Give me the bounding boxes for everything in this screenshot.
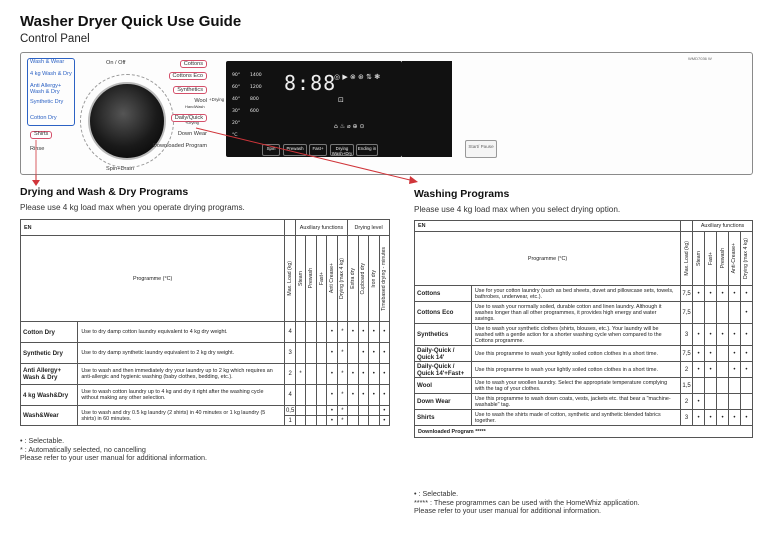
column-header	[348, 236, 358, 322]
programme-header: Programme (°C)	[21, 236, 285, 322]
table-cell: •	[379, 322, 390, 343]
table-cell	[295, 406, 305, 416]
table-cell	[717, 362, 729, 378]
table-row	[415, 346, 753, 362]
table-cell	[369, 406, 379, 416]
table-cell: 1	[285, 416, 296, 426]
table-cell	[705, 378, 717, 394]
column-header-text: Iron dry	[370, 269, 377, 288]
drying-note: Please use 4 kg load max when you operate drying programs.	[20, 203, 245, 212]
programme-name: Wash&Wear	[21, 406, 78, 426]
programme-description: Use for your cotton laundry (such as bed sheets, duvet and pillowcase sets, towels, bathrobes, underwear, etc.).	[471, 286, 680, 302]
option-button[interactable]: Prewash	[283, 144, 307, 156]
programme-name: Shirts	[415, 410, 472, 426]
programme-description: Use to dry damp synthetic laundry equivalent to 2 kg dry weight.	[78, 343, 285, 364]
table-cell: •	[717, 286, 729, 302]
table-cell: •	[717, 410, 729, 426]
table-cell: 4	[285, 322, 296, 343]
table-cell: •	[348, 385, 358, 406]
programme-label[interactable]: Rinse	[30, 146, 45, 152]
table-cell: *	[337, 322, 347, 343]
table-cell	[729, 394, 741, 410]
table-cell: •	[740, 286, 752, 302]
temperature-option: °C	[232, 133, 238, 138]
spin-speed-option: 1400	[250, 73, 262, 78]
table-cell: 2	[681, 362, 693, 378]
footnote-line: • : Selectable.	[414, 489, 459, 498]
table-cell: •	[327, 343, 337, 364]
spin-speed-option: 800	[250, 97, 259, 102]
washing-heading: Washing Programs	[414, 188, 510, 200]
table-lang: EN	[415, 221, 681, 232]
table-cell	[295, 322, 305, 343]
table-cell: •	[693, 286, 705, 302]
column-header-text: Steam	[695, 251, 702, 266]
table-cell: •	[327, 364, 337, 385]
temperature-option: 20°	[232, 121, 241, 126]
programme-name: Daily-Quick / Quick 14'+Fast+	[415, 362, 472, 378]
table-cell: *	[295, 364, 305, 385]
table-cell: *	[337, 416, 347, 426]
programme-label[interactable]: Shirts	[30, 131, 52, 139]
programme-label[interactable]: Cottons Eco	[169, 72, 207, 80]
table-cell: •	[729, 286, 741, 302]
table-cell: •	[327, 385, 337, 406]
table-cell	[316, 364, 326, 385]
table-row	[415, 378, 753, 394]
column-header-text: Anti-Crease+	[731, 243, 738, 274]
programme-name: Daily-Quick / Quick 14'	[415, 346, 472, 362]
table-cell	[306, 364, 316, 385]
table-cell	[717, 394, 729, 410]
table-cell: •	[717, 324, 729, 346]
programme-label[interactable]: 4 kg Wash & Dry	[30, 71, 72, 77]
table-cell: •	[369, 343, 379, 364]
footnote-line: Please refer to your user manual for additional information.	[414, 506, 601, 516]
programme-description: Use this programme to wash your lightly soiled cotton clothes in a short time.	[471, 346, 680, 362]
table-cell: •	[740, 362, 752, 378]
table-cell: 7,5	[681, 346, 693, 362]
column-header-text: Anti Crease+	[328, 263, 335, 294]
programme-description: Use to wash the shirts made of cotton, synthetic and synthetic blended fabrics together.	[471, 410, 680, 426]
programme-label[interactable]: Wool	[194, 98, 207, 104]
table-cell	[295, 385, 305, 406]
table-cell	[740, 394, 752, 410]
column-header-text: Timebased drying - minutes	[381, 246, 388, 311]
programme-name: Down Wear	[415, 394, 472, 410]
column-header-text: Prewash	[308, 268, 315, 289]
aux-header: Auxiliary functions	[295, 220, 347, 236]
table-cell	[348, 343, 358, 364]
table-cell: •	[358, 364, 368, 385]
column-header	[369, 236, 379, 322]
temperature-option: 30°	[232, 109, 241, 114]
temperature-option: 40°	[232, 97, 241, 102]
table-cell	[316, 322, 326, 343]
table-cell	[369, 416, 379, 426]
table-cell: *	[337, 364, 347, 385]
table-cell: 3	[681, 410, 693, 426]
programme-label[interactable]: Synthetic Dry	[30, 99, 64, 105]
programme-name: Synthetic Dry	[21, 343, 78, 364]
column-header-text: Drying (max 4 kg)	[743, 238, 750, 279]
table-cell: •	[369, 364, 379, 385]
table-row	[415, 362, 753, 378]
table-cell: •	[327, 416, 337, 426]
programme-description: Use to wash your woollen laundry. Select the appropriate temperature complying with the tag of your clothes.	[471, 378, 680, 394]
programme-label[interactable]: Cotton Dry	[30, 115, 57, 121]
table-cell	[295, 343, 305, 364]
table-lang: EN	[21, 220, 285, 236]
column-header	[729, 232, 741, 286]
column-header-text: Cupboard dry	[360, 262, 367, 295]
programme-label[interactable]: Daily/Quick	[171, 114, 207, 122]
programme-label[interactable]: Down Wear	[177, 131, 207, 137]
table-cell: •	[379, 406, 390, 416]
drying-heading: Drying and Wash & Dry Programs	[20, 186, 189, 198]
downloaded-program-row: Downloaded Program *****	[415, 426, 753, 438]
option-icons: ⌂ ♨ ⌀ ⊕ ⊙	[334, 123, 365, 130]
programme-header: Programme (°C)	[415, 232, 681, 286]
table-cell: •	[348, 322, 358, 343]
time-digits: 8:88	[284, 71, 337, 95]
table-cell	[705, 302, 717, 324]
table-cell: •	[379, 364, 390, 385]
programme-description: Use to wash cotton laundry up to 4 kg and dry it right after the washing cycle without making any other selection.	[78, 385, 285, 406]
option-button[interactable]: Spin	[262, 144, 280, 156]
table-cell: •	[358, 322, 368, 343]
table-cell: *	[337, 385, 347, 406]
programme-label[interactable]: Synthetics	[173, 86, 207, 94]
table-row	[21, 385, 390, 406]
drying-footnotes	[20, 437, 207, 463]
programme-name: Cotton Dry	[21, 322, 78, 343]
table-cell: •	[705, 346, 717, 362]
table-cell	[348, 406, 358, 416]
washing-table	[414, 220, 753, 438]
column-header-text: Steam	[297, 271, 304, 286]
table-cell: •	[693, 394, 705, 410]
table-cell: •	[740, 410, 752, 426]
footnote-line: Please refer to your user manual for additional information.	[20, 453, 207, 463]
table-cell: •	[705, 286, 717, 302]
table-cell: •	[379, 343, 390, 364]
table-cell	[316, 416, 326, 426]
table-cell: •	[358, 343, 368, 364]
table-cell: 7,5	[681, 302, 693, 324]
table-cell	[316, 406, 326, 416]
table-cell	[306, 343, 316, 364]
column-header	[717, 232, 729, 286]
programme-description: Use this programme to wash your lightly soiled cotton clothes in a short time.	[471, 362, 680, 378]
table-cell: 3	[285, 343, 296, 364]
column-header	[285, 236, 296, 322]
on-off-label: On / Off	[106, 60, 126, 66]
model-label: WMD7036 W	[688, 56, 712, 61]
programme-name: Cottons	[415, 286, 472, 302]
spin-speed-option: 1200	[250, 85, 262, 90]
programme-description: Use to wash and dry 0.5 kg laundry (2 shirts) in 40 minutes or 1 kg laundry (5 shirts) in 60 minutes.	[78, 406, 285, 426]
table-cell: •	[693, 410, 705, 426]
table-cell: •	[369, 385, 379, 406]
table-cell	[740, 378, 752, 394]
table-cell: •	[693, 362, 705, 378]
table-cell	[717, 346, 729, 362]
column-header	[740, 232, 752, 286]
table-cell	[306, 385, 316, 406]
table-cell: •	[740, 346, 752, 362]
table-cell: 3	[681, 324, 693, 346]
table-row	[21, 406, 390, 416]
column-header	[358, 236, 368, 322]
washing-note: Please use 4 kg load max when you select drying option.	[414, 205, 621, 214]
column-header-text: Extra dry	[349, 268, 356, 289]
column-header	[327, 236, 337, 322]
option-button[interactable]: Ending in	[356, 144, 378, 156]
table-row	[415, 410, 753, 426]
table-cell	[306, 416, 316, 426]
programme-description: Use to wash and then immediately dry your laundry up to 2 kg which requires an anti-allergic and hygienic washing (baby clothes, bedding, etc.).	[78, 364, 285, 385]
drying-table	[20, 219, 390, 426]
column-header	[379, 236, 390, 322]
table-cell	[717, 302, 729, 324]
start-pause-button[interactable]: Start/ Pause	[465, 140, 497, 158]
temperature-option: 90°	[232, 73, 241, 78]
drying-label: +Drying	[209, 97, 225, 102]
programme-label[interactable]: Downloaded Program	[152, 143, 207, 149]
programme-label[interactable]: Anti Allergy+ Wash & Dry	[30, 83, 62, 95]
table-cell: 7,5	[681, 286, 693, 302]
table-row	[21, 322, 390, 343]
table-cell: •	[369, 322, 379, 343]
column-header	[705, 232, 717, 286]
programme-description: Use to dry damp cotton laundry equivalent to 4 kg dry weight.	[78, 322, 285, 343]
column-header	[306, 236, 316, 322]
table-cell: •	[740, 302, 752, 324]
table-cell	[316, 343, 326, 364]
footnote-line: • : Selectable.	[20, 436, 65, 445]
page-subtitle: Control Panel	[20, 33, 90, 45]
table-row	[415, 302, 753, 324]
column-header	[693, 232, 705, 286]
table-cell: •	[705, 410, 717, 426]
column-header-text: Max. Load (kg)	[287, 261, 294, 296]
column-header-text: Prewash	[719, 248, 726, 269]
table-cell: 1,5	[681, 378, 693, 394]
programme-name: Cottons Eco	[415, 302, 472, 324]
table-cell: •	[327, 406, 337, 416]
column-header-text: Fast+	[707, 251, 714, 266]
daily-sub-label: +Drying	[185, 120, 199, 125]
table-cell: •	[379, 385, 390, 406]
table-cell	[295, 416, 305, 426]
table-cell	[729, 302, 741, 324]
table-cell	[348, 416, 358, 426]
table-cell: •	[740, 324, 752, 346]
programme-name: Wool	[415, 378, 472, 394]
column-header-text: Fast+	[318, 271, 325, 286]
programme-description: Use to wash your synthetic clothes (shirts, blouses, etc.). Your laundry will be washed with a gentle action for a shorter washing cycle when compared to the Cottons programme.	[471, 324, 680, 346]
programme-name: Synthetics	[415, 324, 472, 346]
programme-label[interactable]: Cottons	[180, 60, 207, 68]
page-title: Washer Dryer Quick Use Guide	[20, 13, 242, 30]
footnote-line: ***** : These programmes can be used with the HomeWhiz application.	[414, 497, 640, 507]
table-cell: •	[327, 322, 337, 343]
table-cell: •	[729, 362, 741, 378]
table-row	[415, 394, 753, 410]
status-icons: ◎ ▶ ⊗ ⊛ ⇅ ❃	[334, 73, 381, 81]
option-button[interactable]: Drying Wash+Dry	[331, 146, 353, 156]
table-cell: •	[348, 364, 358, 385]
table-cell	[693, 378, 705, 394]
wool-sub-label: HandWash	[185, 104, 205, 109]
table-cell: •	[693, 324, 705, 346]
table-row	[415, 324, 753, 346]
table-cell: •	[693, 346, 705, 362]
programme-name: 4 kg Wash&Dry	[21, 385, 78, 406]
table-cell: •	[729, 346, 741, 362]
table-cell	[306, 322, 316, 343]
drying-level-header: Drying level	[348, 220, 390, 236]
table-cell: *	[337, 406, 347, 416]
washing-footnotes	[414, 490, 640, 516]
column-header-text: Max. Load (kg)	[683, 241, 690, 276]
table-cell: 2	[285, 364, 296, 385]
spin-speed-option: 600	[250, 109, 259, 114]
column-header-text: Drying (max 4 kg)	[339, 258, 346, 299]
footnote-line: * : Automatically selected, no cancelling	[20, 444, 146, 454]
table-cell: •	[379, 416, 390, 426]
lock-icon: ⊡	[338, 96, 344, 104]
table-cell	[717, 378, 729, 394]
table-cell: •	[729, 410, 741, 426]
table-cell: •	[705, 362, 717, 378]
table-cell: *	[337, 343, 347, 364]
table-cell	[693, 302, 705, 324]
programme-description: Use this programme to wash down coats, vests, jackets etc. that bear a "machine-washable" tag.	[471, 394, 680, 410]
table-cell	[306, 406, 316, 416]
programme-description: Use to wash your normally soiled, durable cotton and linen laundry. Although it washes longer than all other programmes, it provides high energy and water savings.	[471, 302, 680, 324]
column-header	[681, 232, 693, 286]
table-row	[415, 286, 753, 302]
temperature-option: 60°	[232, 85, 241, 90]
table-cell: •	[705, 324, 717, 346]
programme-name: Anti Allergy+ Wash & Dry	[21, 364, 78, 385]
spin-drain-label: Spin+Drain	[106, 166, 134, 172]
column-header	[295, 236, 305, 322]
table-cell	[358, 416, 368, 426]
table-cell: 2	[681, 394, 693, 410]
table-cell: •	[358, 385, 368, 406]
table-row	[21, 343, 390, 364]
table-cell: 0,5	[285, 407, 295, 414]
table-cell: •	[729, 324, 741, 346]
column-header	[316, 236, 326, 322]
table-cell	[705, 394, 717, 410]
aux-header: Auxiliary functions	[693, 221, 753, 232]
column-header	[337, 236, 347, 322]
table-cell	[358, 406, 368, 416]
table-cell	[316, 385, 326, 406]
table-row	[21, 364, 390, 385]
table-cell: 4	[285, 385, 296, 406]
programme-label[interactable]: Wash & Wear	[30, 59, 65, 65]
option-button[interactable]: Fast+	[309, 144, 327, 156]
table-cell	[729, 378, 741, 394]
